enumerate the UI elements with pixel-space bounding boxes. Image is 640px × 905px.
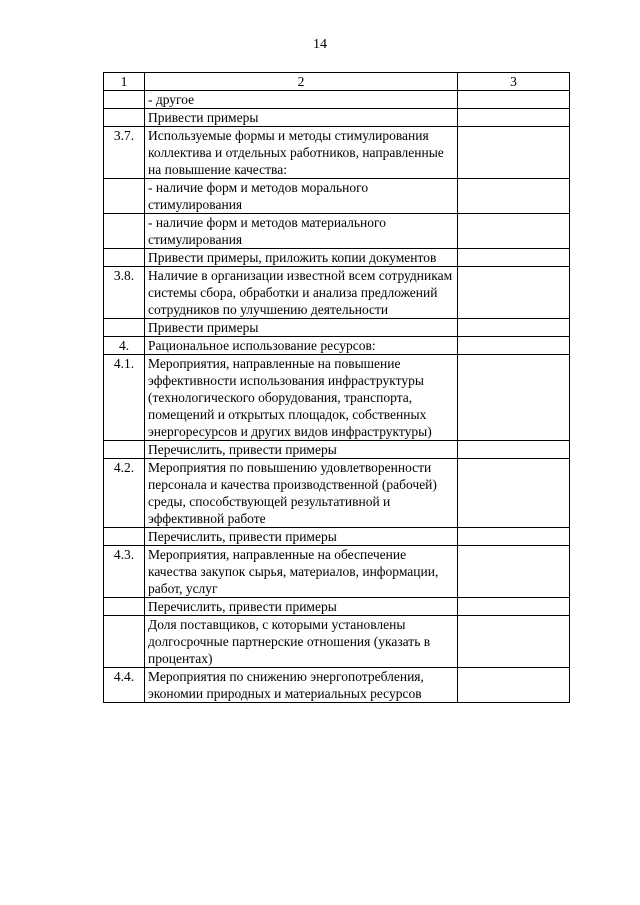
questionnaire-table (103, 72, 570, 703)
table-row (104, 214, 570, 249)
item-description-cell: Мероприятия по снижению энергопотребления, экономии природных и материальных ресурсов (145, 668, 458, 703)
item-description-cell: - наличие форм и методов материального стимулирования (145, 214, 458, 249)
item-number-cell: 3.7. (104, 127, 145, 179)
table-header-row (104, 73, 570, 91)
column-header: 1 (104, 73, 145, 91)
answer-cell[interactable] (458, 91, 570, 109)
item-number-cell: 4. (104, 337, 145, 355)
item-number-cell (104, 319, 145, 337)
page-number: 14 (313, 37, 327, 52)
table-row (104, 109, 570, 127)
answer-cell[interactable] (458, 355, 570, 441)
answer-cell[interactable] (458, 528, 570, 546)
table-row (104, 598, 570, 616)
item-number-cell: 4.1. (104, 355, 145, 441)
table-row (104, 668, 570, 703)
answer-cell[interactable] (458, 109, 570, 127)
table-row (104, 127, 570, 179)
item-number-cell (104, 249, 145, 267)
table-row (104, 267, 570, 319)
item-number-cell (104, 179, 145, 214)
answer-cell[interactable] (458, 214, 570, 249)
table-row (104, 546, 570, 598)
item-description-cell: Доля поставщиков, с которыми установлены долгосрочные партнерские отношения (указать в процентах) (145, 616, 458, 668)
answer-cell[interactable] (458, 337, 570, 355)
item-description-cell: Наличие в организации известной всем сотрудникам системы сбора, обработки и анализа предложений сотрудников по улучшению деятельности (145, 267, 458, 319)
item-description-cell: Мероприятия, направленные на повышение эффективности использования инфраструктуры (технологического оборудования, транспорта, помещений и открытых площадок, собственных энергоресурсов и других видов инфраструктуры) (145, 355, 458, 441)
answer-cell[interactable] (458, 598, 570, 616)
item-description-cell: Привести примеры (145, 109, 458, 127)
item-number-cell: 4.4. (104, 668, 145, 703)
item-description-cell: - другое (145, 91, 458, 109)
item-number-cell (104, 616, 145, 668)
table-row (104, 459, 570, 528)
answer-cell[interactable] (458, 179, 570, 214)
item-description-cell: Мероприятия по повышению удовлетворенности персонала и качества производственной (рабочей) среды, способствующей результативной и эффективной работе (145, 459, 458, 528)
item-description-cell: Используемые формы и методы стимулирования коллектива и отдельных работников, направленные на повышение качества: (145, 127, 458, 179)
item-number-cell: 3.8. (104, 267, 145, 319)
item-number-cell (104, 91, 145, 109)
table-row (104, 355, 570, 441)
answer-cell[interactable] (458, 546, 570, 598)
item-description-cell: Привести примеры (145, 319, 458, 337)
answer-cell[interactable] (458, 249, 570, 267)
table-row (104, 528, 570, 546)
item-number-cell (104, 528, 145, 546)
table-row (104, 319, 570, 337)
answer-cell[interactable] (458, 267, 570, 319)
answer-cell[interactable] (458, 616, 570, 668)
answer-cell[interactable] (458, 319, 570, 337)
answer-cell[interactable] (458, 459, 570, 528)
item-description-cell: Перечислить, привести примеры (145, 528, 458, 546)
item-description-cell: Рациональное использование ресурсов: (145, 337, 458, 355)
item-number-cell (104, 214, 145, 249)
item-description-cell: Перечислить, привести примеры (145, 441, 458, 459)
table-row (104, 91, 570, 109)
item-description-cell: Мероприятия, направленные на обеспечение качества закупок сырья, материалов, информации, работ, услуг (145, 546, 458, 598)
table-row (104, 616, 570, 668)
item-number-cell (104, 109, 145, 127)
item-description-cell: Перечислить, привести примеры (145, 598, 458, 616)
table-row (104, 179, 570, 214)
column-header: 3 (458, 73, 570, 91)
column-header: 2 (145, 73, 458, 91)
answer-cell[interactable] (458, 668, 570, 703)
item-description-cell: Привести примеры, приложить копии документов (145, 249, 458, 267)
item-number-cell (104, 598, 145, 616)
table-row (104, 249, 570, 267)
item-number-cell: 4.3. (104, 546, 145, 598)
item-number-cell: 4.2. (104, 459, 145, 528)
item-description-cell: - наличие форм и методов морального стимулирования (145, 179, 458, 214)
table-row (104, 441, 570, 459)
item-number-cell (104, 441, 145, 459)
answer-cell[interactable] (458, 127, 570, 179)
table-row (104, 337, 570, 355)
answer-cell[interactable] (458, 441, 570, 459)
